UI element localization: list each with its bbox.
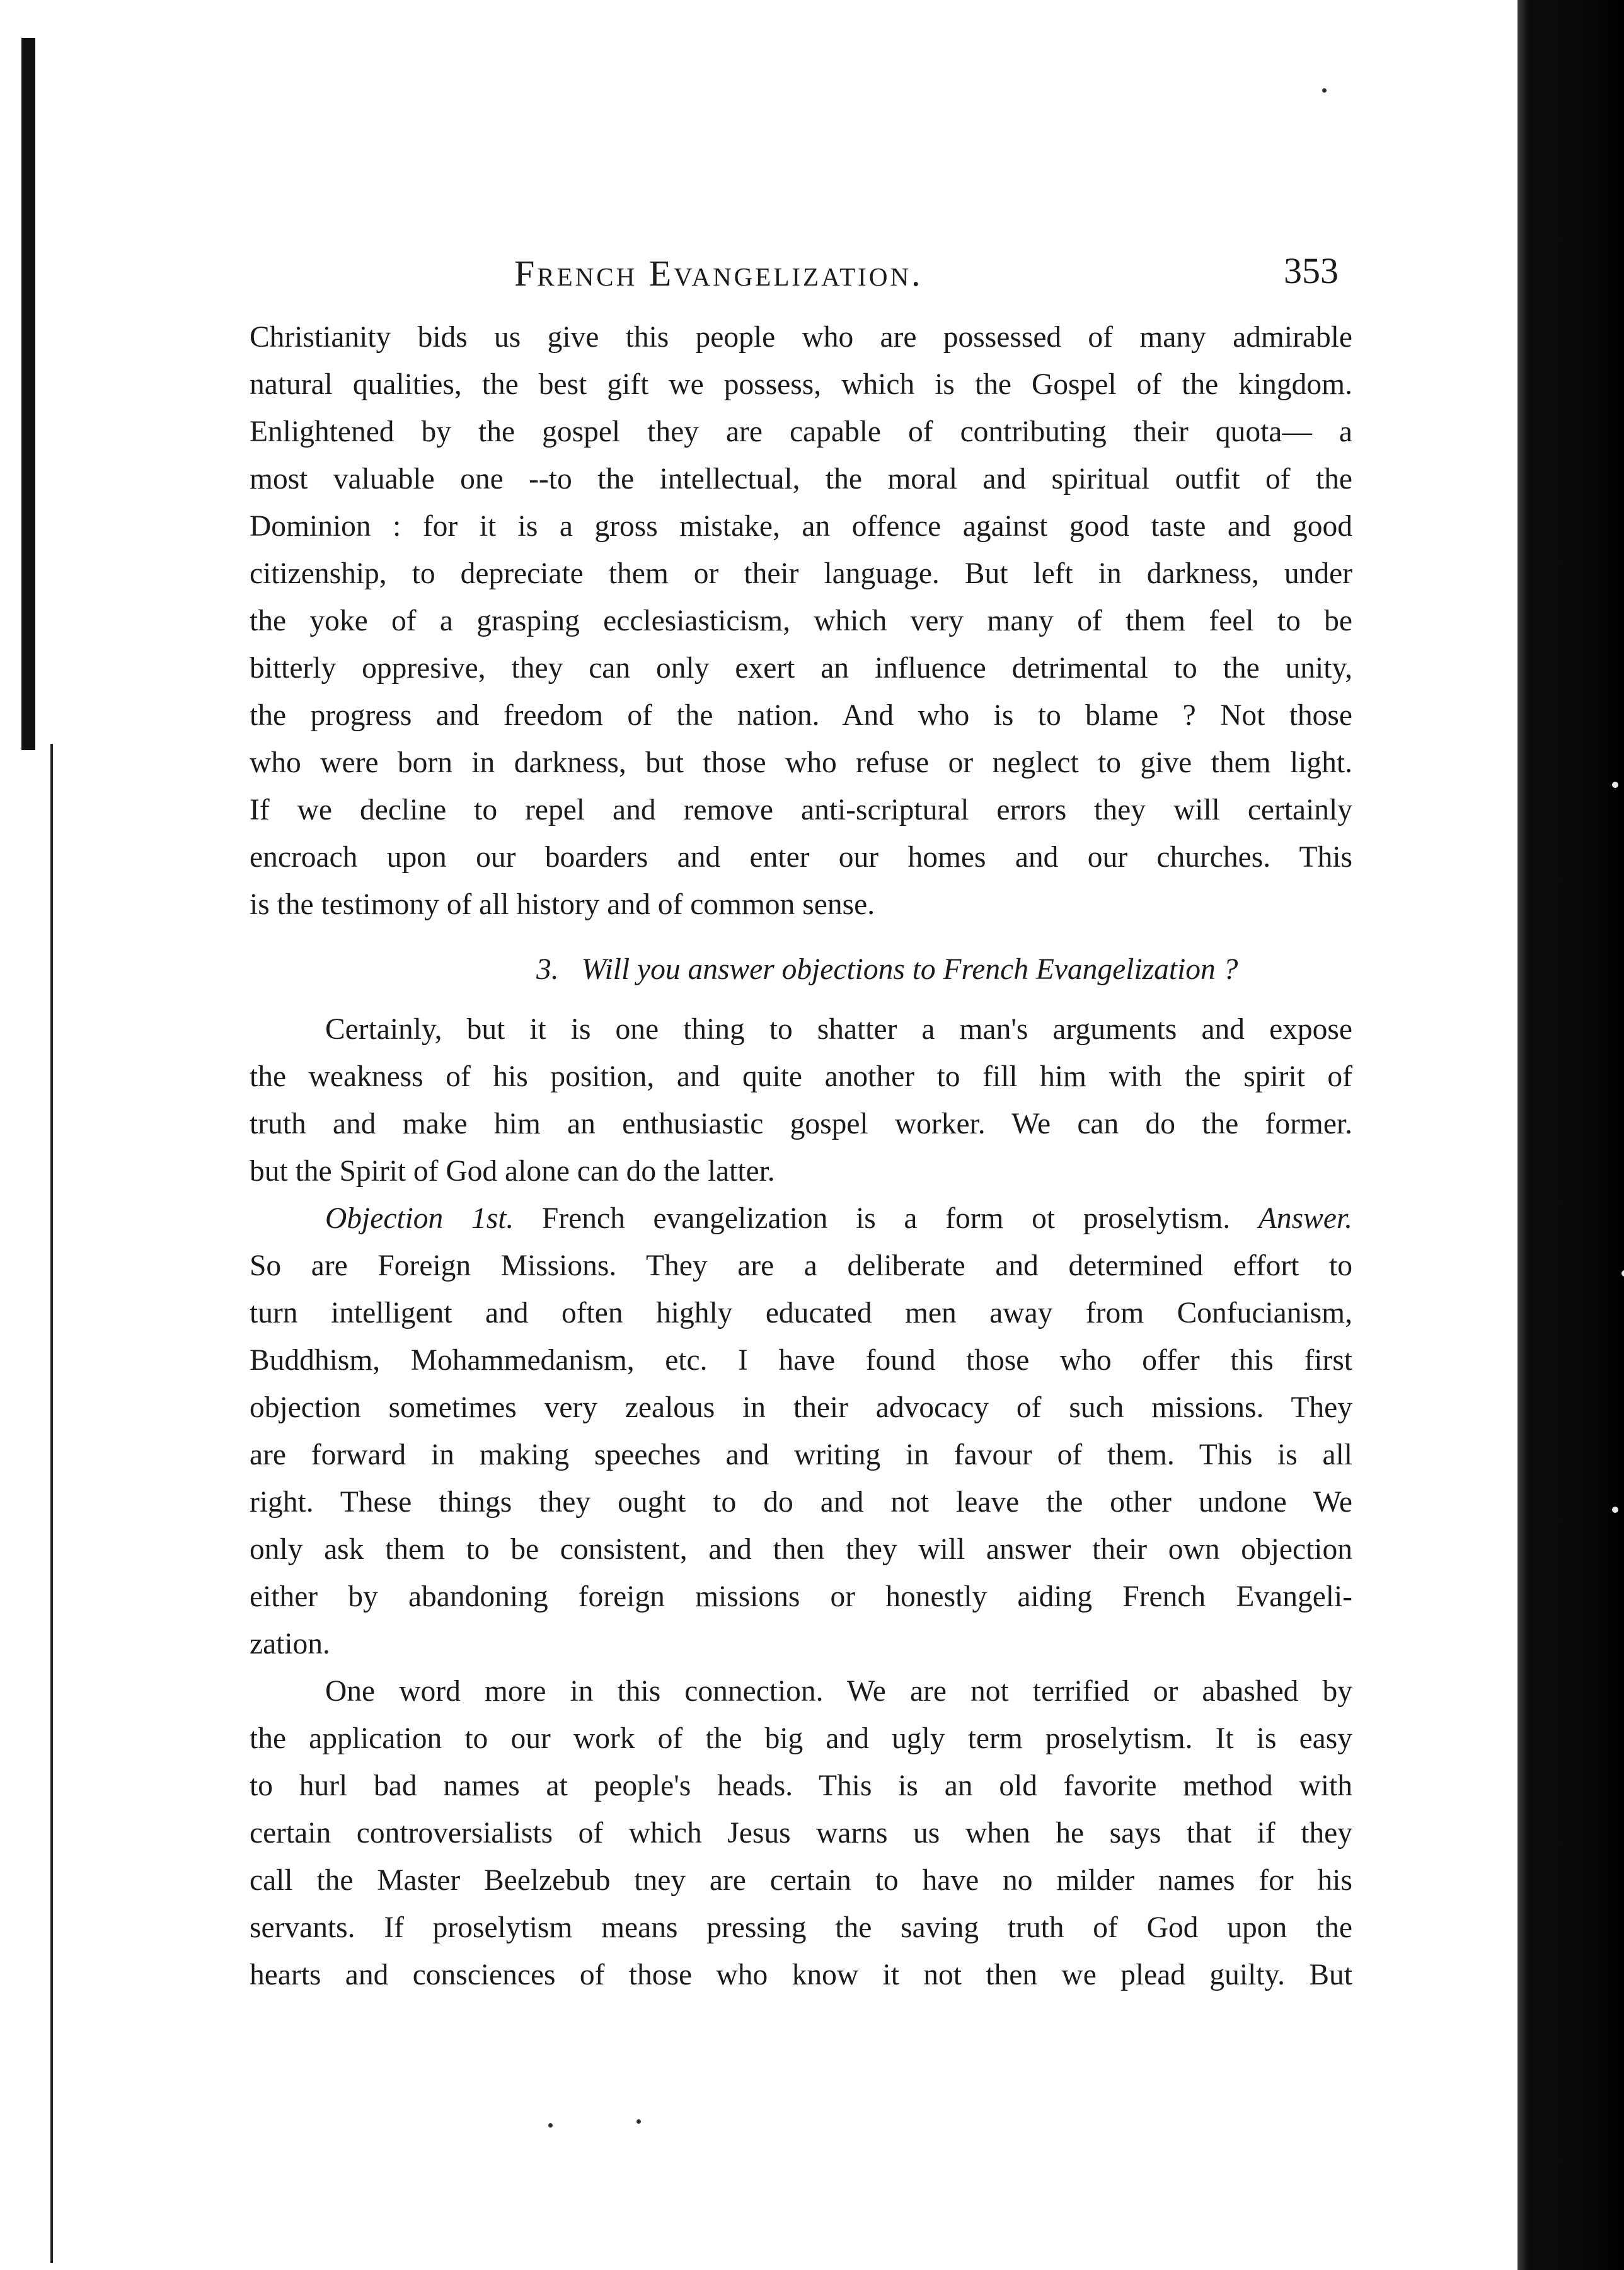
text-line: So are Foreign Missions. They are a deliberate and determined effort to (250, 1249, 1352, 1282)
text-line: turn intelligent and often highly educated men away from Confucianism, (250, 1297, 1352, 1329)
paragraph-objection (250, 1195, 1352, 1668)
section-heading (250, 946, 1352, 993)
objection-text: French evangelization is a form ot proselytism. (541, 1202, 1231, 1235)
section-heading-text: Will you answer objections to French Evangelization ? (581, 953, 1238, 986)
text-line: but the Spirit of God alone can do the latter. (250, 1155, 775, 1188)
scan-dot (548, 2123, 553, 2128)
scan-speck (1621, 1270, 1624, 1277)
text-line: Enlightened by the gospel they are capable of contributing their quota— a (250, 415, 1352, 448)
text-line: servants. If proselytism means pressing the saving truth of God upon the (250, 1911, 1352, 1944)
text-line: right. These things they ought to do and not leave the other undone We (250, 1486, 1352, 1519)
text-line: to hurl bad names at people's heads. This is an old favorite method with (250, 1769, 1352, 1802)
text-line: the application to our work of the big and ugly term proselytism. It is easy (250, 1722, 1352, 1755)
scan-dot (1322, 88, 1327, 93)
text-line: Certainly, but it is one thing to shatter a man's arguments and expose (325, 1013, 1352, 1046)
scan-edge-left (21, 38, 35, 750)
text-line: is the testimony of all history and of common sense. (250, 888, 875, 921)
paragraph-christianity (250, 314, 1352, 929)
text-line: zation. (250, 1628, 330, 1660)
scan-speck (1612, 1507, 1618, 1513)
text-line: certain controversialists of which Jesus warns us when he says that if they (250, 1817, 1352, 1850)
text-line: bitterly oppresive, they can only exert an influence detrimental to the unity, (250, 652, 1352, 685)
text-line: citizenship, to depreciate them or their language. But left in darkness, under (250, 557, 1352, 590)
scan-dot (636, 2119, 641, 2124)
text-line: the progress and freedom of the nation. And who is to blame ? Not those (250, 699, 1352, 732)
text-line: call the Master Beelzebub tney are certain to have no milder names for his (250, 1864, 1352, 1897)
text-line: only ask them to be consistent, and then they will answer their own objection (250, 1533, 1352, 1566)
text-line: who were born in darkness, but those who refuse or neglect to give them light. (250, 746, 1352, 779)
scan-speck (1612, 782, 1618, 788)
section-number: 3. (536, 953, 559, 986)
page-number: 353 (1284, 250, 1339, 291)
text-line: Christianity bids us give this people who are possessed of many admirable (250, 321, 1352, 354)
running-head-title: French Evangelization. (514, 253, 923, 294)
text-line: encroach upon our boarders and enter our homes and our churches. This (250, 841, 1352, 874)
text-line: hearts and consciences of those who know it not then we plead guilty. But (250, 1959, 1352, 1991)
text-line: either by abandoning foreign missions or honestly aiding French Evangeli- (250, 1580, 1352, 1613)
text-line: most valuable one --to the intellectual, the moral and spiritual outfit of the (250, 463, 1352, 495)
text-line: natural qualities, the best gift we possess, which is the Gospel of the kingdom. (250, 368, 1352, 401)
running-head (250, 245, 1352, 314)
answer-label: Answer. (1258, 1202, 1353, 1235)
paragraph-certainly (250, 1006, 1352, 1195)
text-line: the weakness of his position, and quite another to fill him with the spirit of (250, 1060, 1352, 1093)
book-page (250, 245, 1352, 1999)
text-line: One word more in this connection. We are not terrified or abashed by (325, 1675, 1352, 1708)
text-line: truth and make him an enthusiastic gospel worker. We can do the former. (250, 1108, 1352, 1140)
text-line: Dominion : for it is a gross mistake, an offence against good taste and good (250, 510, 1352, 543)
text-line: are forward in making speeches and writing in favour of them. This is all (250, 1439, 1352, 1471)
scan-edge-right (1517, 0, 1624, 2270)
text-line: If we decline to repel and remove anti-scriptural errors they will certainly (250, 794, 1352, 826)
text-line: Buddhism, Mohammedanism, etc. I have found those who offer this first (250, 1344, 1352, 1377)
scan-edge-left-line (50, 744, 53, 2263)
paragraph-one-word-more (250, 1668, 1352, 1999)
objection-first-line (250, 1195, 1352, 1242)
objection-label: Objection 1st. (325, 1202, 514, 1235)
text-line: the yoke of a grasping ecclesiasticism, which very many of them feel to be (250, 605, 1352, 637)
text-line: objection sometimes very zealous in their advocacy of such missions. They (250, 1391, 1352, 1424)
